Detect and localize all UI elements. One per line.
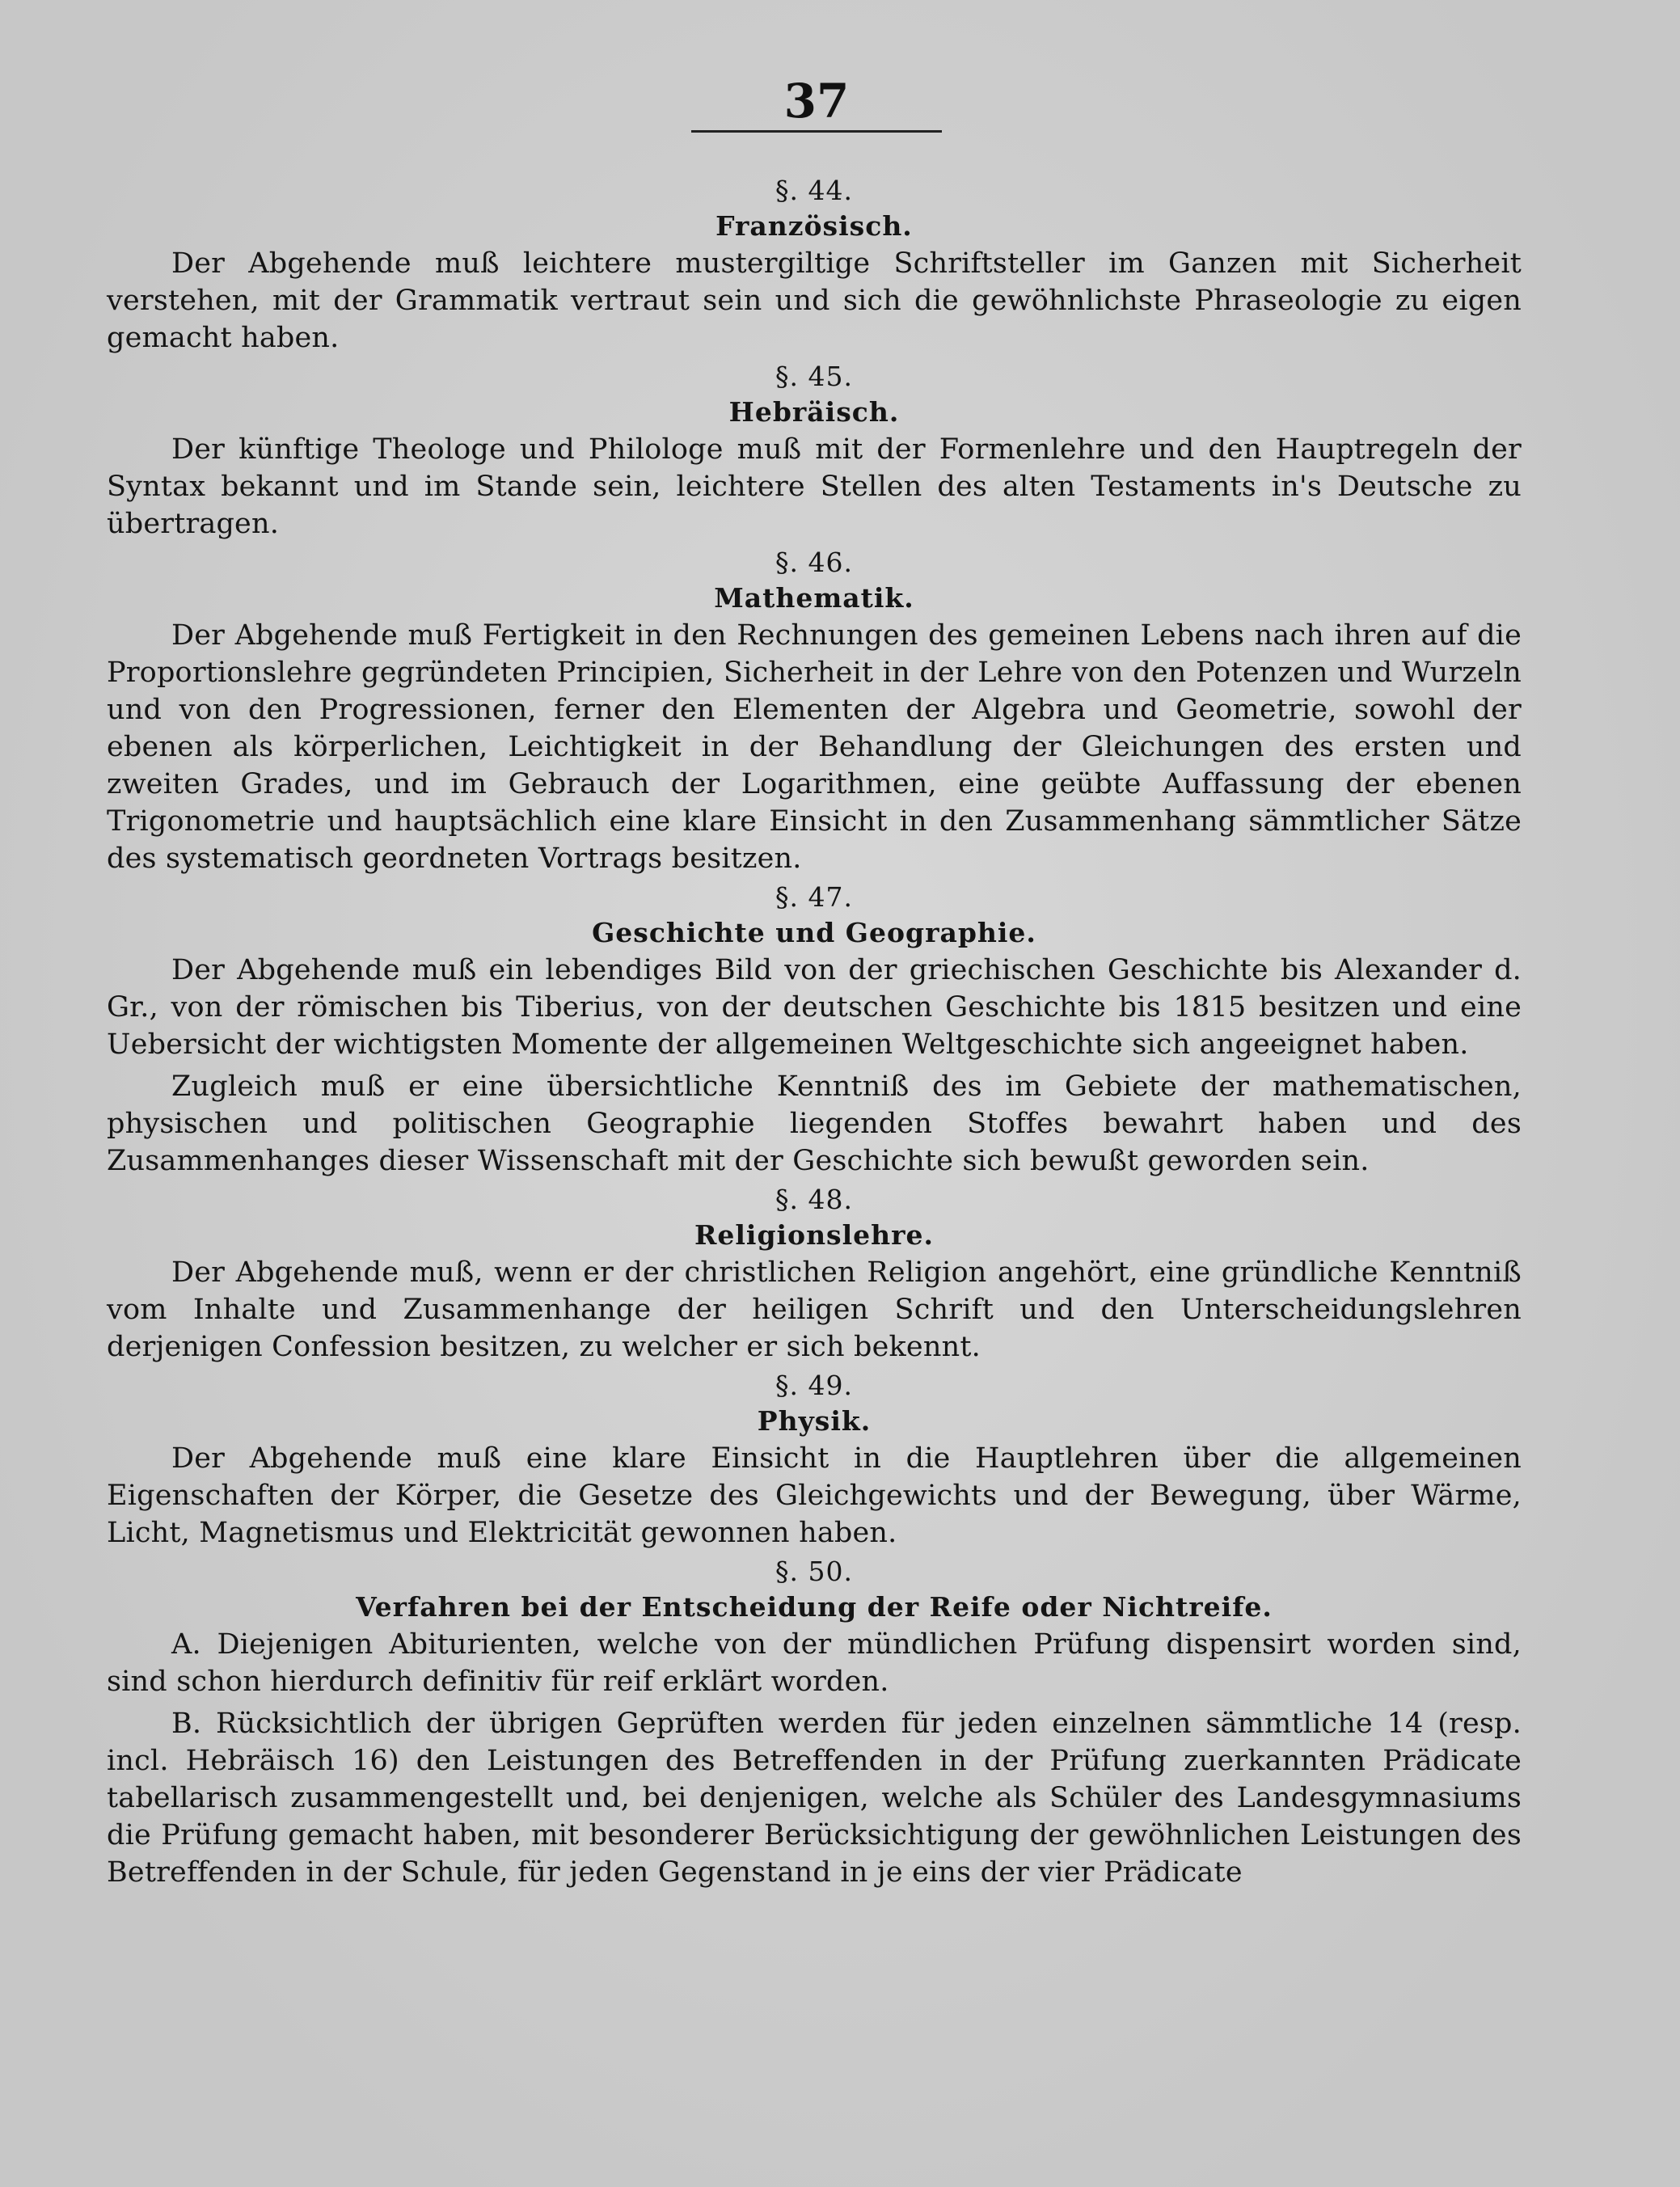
section-50 (107, 1555, 1522, 1891)
paragraph: Der Abgehende muß leichtere mustergiltige Schriftsteller im Ganzen mit Sicherheit verstehen, mit der Grammatik vertraut sein und sich die gewöhnlichste Phraseologie zu eigen gemacht haben. (107, 247, 1522, 354)
section-number: §. 47. (775, 881, 853, 913)
section-number: §. 48. (775, 1184, 853, 1215)
section-number: §. 46. (775, 547, 853, 578)
section-47 (107, 880, 1522, 1180)
paragraph: Zugleich muß er eine übersichtliche Kenntniß des im Gebiete der mathematischen, physischen und politischen Geographie liegenden Stoffes bewahrt haben und des Zusammenhanges dieser Wissenschaft mit der Geschichte sich bewußt geworden sein. (107, 1070, 1522, 1177)
page-content (107, 174, 1522, 1891)
section-44 (107, 174, 1522, 357)
section-title: Hebräisch. (728, 396, 900, 428)
section-title: Französisch. (715, 210, 913, 242)
section-46 (107, 546, 1522, 877)
page-number: 37 (783, 74, 850, 129)
section-number: §. 44. (775, 175, 853, 206)
paragraph: Der Abgehende muß, wenn er der christlichen Religion angehört, eine gründliche Kenntniß vom Inhalte und Zusammenhange der heiligen Schrift und den Unterscheidungslehren derjenigen Confession besitzen, zu welcher er sich bekennt. (107, 1256, 1522, 1363)
section-number: §. 50. (775, 1556, 853, 1587)
paragraph: Der künftige Theologe und Philologe muß mit der Formenlehre und den Hauptregeln der Syntax bekannt und im Stande sein, leichtere Stellen des alten Testaments in's Deutsche zu übertragen. (107, 433, 1522, 540)
paragraph: B. Rücksichtlich der übrigen Geprüften werden für jeden einzelnen sämmtliche 14 (resp. incl. Hebräisch 16) den Leistungen des Betreffenden in der Prüfung zuerkannten Prädicate tabellarisch zusammengestellt und, bei denjenigen, welche als Schüler des Landesgymnasiums die Prüfung gemacht haben, mit besonderer Berücksichtigung der gewöhnlichen Leistungen des Betreffenden in der Schule, für jeden Gegenstand in je eins der vier Prädicate (107, 1708, 1522, 1889)
page-header (691, 74, 942, 133)
section-title: Religionslehre. (694, 1219, 935, 1251)
paragraph: Der Abgehende muß eine klare Einsicht in die Hauptlehren über die allgemeinen Eigenschaften der Körper, die Gesetze des Gleichgewichts und der Bewegung, über Wärme, Licht, Magnetismus und Elektricität gewonnen haben. (107, 1442, 1522, 1549)
paragraph: A. Diejenigen Abiturienten, welche von der mündlichen Prüfung dispensirt worden sind, sind schon hierdurch definitiv für reif erklärt worden. (107, 1628, 1522, 1698)
section-number: §. 49. (775, 1370, 853, 1401)
section-title: Geschichte und Geographie. (592, 917, 1036, 948)
paragraph: Der Abgehende muß Fertigkeit in den Rechnungen des gemeinen Lebens nach ihren auf die Proportionslehre gegründeten Principien, Sicherheit in der Lehre von den Potenzen und Wurzeln und von den Progressionen, ferner den Elementen der Algebra und Geometrie, sowohl der ebenen als körperlichen, Leichtigkeit in der Behandlung der Gleichungen des ersten und zweiten Grades, und im Gebrauch der Logarithmen, eine geübte Auffassung der ebenen Trigonometrie und hauptsächlich eine klare Einsicht in den Zusammenhang sämmtlicher Sätze des systematisch geordneten Vortrags besitzen. (107, 619, 1522, 875)
header-rule (691, 130, 942, 133)
section-title: Verfahren bei der Entscheidung der Reife oder Nichtreife. (356, 1591, 1273, 1623)
section-48 (107, 1183, 1522, 1366)
section-title: Physik. (757, 1405, 872, 1437)
section-title: Mathematik. (714, 582, 914, 614)
section-number: §. 45. (775, 361, 853, 392)
section-49 (107, 1369, 1522, 1552)
section-45 (107, 360, 1522, 543)
paragraph: Der Abgehende muß ein lebendiges Bild von der griechischen Geschichte bis Alexander d. Gr., von der römischen bis Tiberius, von der deutschen Geschichte bis 1815 besitzen und eine Uebersicht der wichtigsten Momente der allgemeinen Weltgeschichte sich angeeignet haben. (107, 954, 1522, 1061)
